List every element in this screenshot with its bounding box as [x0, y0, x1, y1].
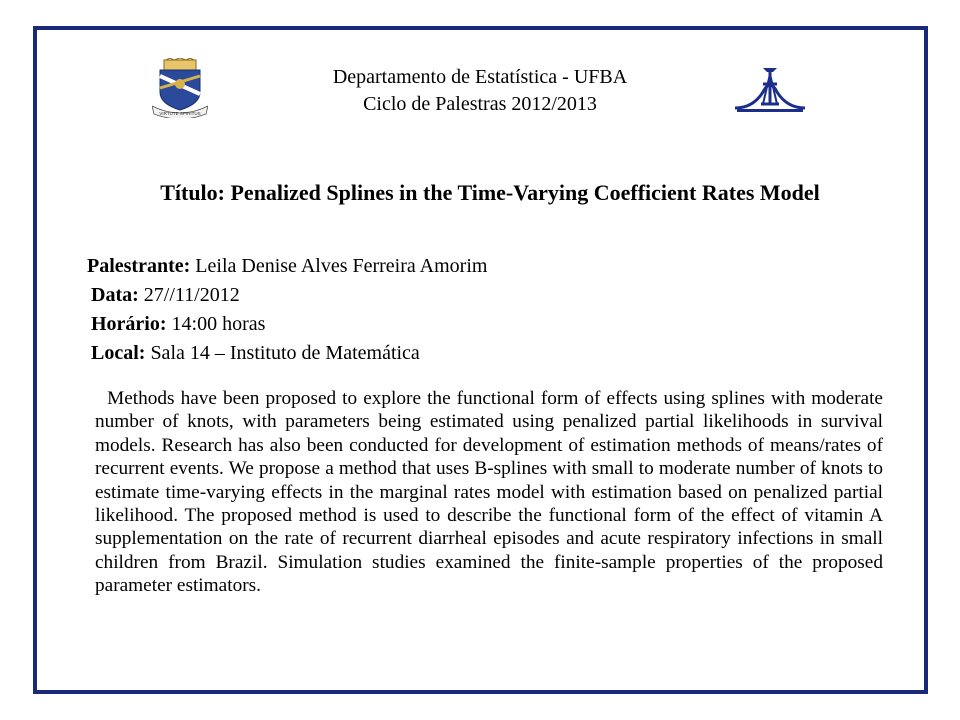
date-label: Data:	[91, 284, 139, 306]
time-value: 14:00 horas	[171, 313, 266, 335]
place-line	[91, 341, 420, 365]
header-line-1: Departamento de Estatística - UFBA	[332, 66, 628, 88]
abstract-text: Methods have been proposed to explore the functional form of effects using splines with moderate number of knots, with parameters being estimated using penalized partial likelihoods in survival models. Research has also been conducted for development of estimation methods of means/rates of recurrent events. We propose a method that uses B-splines with small to moderate number of knots to estimate time-varying effects in the marginal rates model with estimation based on penalized partial likelihood. The proposed method is used to describe the functional form of the effect of vitamin A supplementation on the rate of recurrent diarrheal episodes and acute respiratory infections in small children from Brazil. Simulation studies examined the finite-sample properties of the proposed parameter estimators.	[95, 388, 883, 597]
date-value: 27//11/2012	[143, 284, 240, 306]
place-label: Local:	[91, 342, 146, 364]
department-header	[230, 64, 730, 118]
speaker-label: Palestrante:	[87, 255, 191, 277]
speaker-line	[87, 254, 487, 278]
ufba-crest-logo	[152, 58, 208, 118]
place-value: Sala 14 – Instituto de Matemática	[150, 342, 420, 364]
crest-banner-text: VIRTUTE SPIRITUS	[159, 111, 201, 116]
department-logo	[733, 64, 807, 114]
talk-title: Título: Penalized Splines in the Time-Varying Coefficient Rates Model	[160, 180, 820, 205]
date-line	[91, 283, 240, 307]
speaker-name: Leila Denise Alves Ferreira Amorim	[195, 255, 488, 277]
time-label: Horário:	[91, 313, 167, 335]
abstract-paragraph	[95, 387, 883, 598]
header-line-2: Ciclo de Palestras 2012/2013	[363, 93, 597, 115]
time-line	[91, 312, 265, 336]
